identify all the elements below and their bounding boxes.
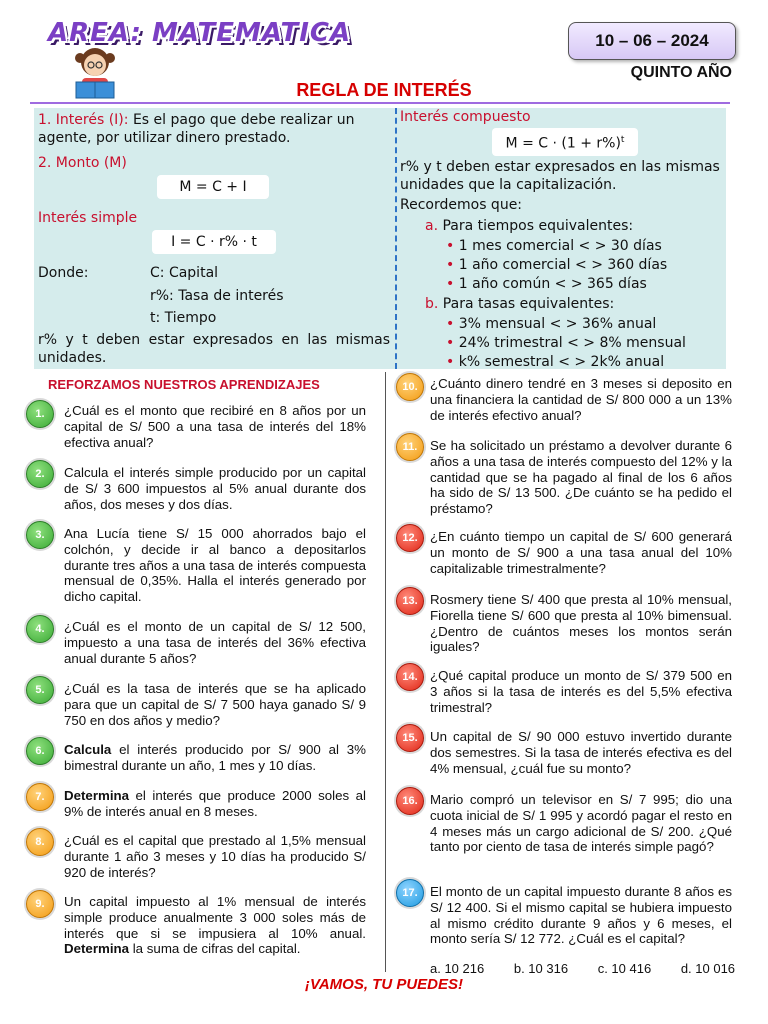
problem-number-badge: 15. (396, 724, 424, 752)
problem-9-text (64, 894, 366, 957)
problem-number-badge: 4. (26, 615, 54, 643)
problem-number-badge: 11. (396, 433, 424, 461)
problem-16-text: Mario compró un televisor en S/ 7 995; dio una cuota inicial de S/ 1 995 y acordó pagar el resto en 4 meses más un cargo adicional de S/ 200. ¿Qué tanto por ciento de tasa de interés simple pagó? (430, 792, 732, 855)
option-d: d. 10 016 (680, 961, 736, 976)
problem-7-text (64, 788, 366, 820)
var-time: t: Tiempo (150, 310, 217, 326)
problem-17-options (430, 961, 761, 976)
problem-number-badge: 3. (26, 521, 54, 549)
problem-9-body: Un capital impuesto al 1% mensual de interés simple produce anualmente 3 000 soles más de interés que si se impusiera al 10% anual. (64, 894, 366, 941)
column-divider (385, 372, 386, 972)
problem-3-text: Ana Lucía tiene S/ 15 000 ahorrados bajo el colchón, y decide ir al banco a depositarlos durante tres años a una tasa de interés compuesta mensual de 0,35%. Halla el interés generado por dicho capital. (64, 526, 366, 605)
time-equivalence-3: 1 año común < > 365 días (458, 276, 647, 292)
problem-12-text: ¿En cuánto tiempo un capital de S/ 600 generará un monto de S/ 900 a una tasa anual del 10% capitalizable trimestralmente? (430, 529, 732, 576)
var-capital: C: Capital (150, 265, 219, 281)
problem-11-text: Se ha solicitado un préstamo a devolver durante 6 años a una tasa de interés compuesto del 12% y la cantidad que se ha pagado al final de los 6 años ha sido de S/ 13 500. ¿De cuánto se ha pedido el préstamo? (430, 438, 732, 517)
area-title: AREA: MATEMATICA (48, 18, 352, 48)
rate-equivalence-1: 3% mensual < > 36% anual (458, 316, 657, 332)
option-a: a. 10 216 (430, 961, 485, 976)
list-item: • k% semestral < > 2k% anual (446, 354, 665, 370)
rate-equivalence-3: k% semestral < > 2k% anual (458, 354, 665, 370)
date-box: 10 – 06 – 2024 (568, 22, 736, 60)
problem-9-tail: la suma de cifras del capital. (129, 941, 301, 957)
problem-number-badge: 13. (396, 587, 424, 615)
time-equivalence-2: 1 año comercial < > 360 días (458, 257, 668, 273)
problem-17-text: El monto de un capital impuesto durante 8 años es S/ 12 400. Si el mismo capital se hubiera impuesto al mismo crédito durante 9 años y 6 meses, el monto sería S/ 12 772. ¿Cuál es el capital? (430, 884, 732, 947)
problem-10-text: ¿Cuánto dinero tendré en 3 meses si deposito en una financiera la cantidad de S/ 800 000 a un 13% de interés efectivo anual? (430, 376, 732, 423)
list-item: • 1 año común < > 365 días (446, 276, 647, 292)
simple-interest-title: Interés simple (38, 210, 138, 226)
list-item: • 24% trimestral < > 8% mensual (446, 335, 686, 351)
problem-6-verb: Calcula (64, 742, 112, 757)
left-note: r% y t deben estar expresados en las mismas unidades. (38, 332, 390, 366)
simple-interest-formula: I = C · r% · t (152, 230, 276, 254)
grade-label: QUINTO AÑO (630, 64, 732, 81)
section-a-text: Para tiempos equivalentes: (442, 218, 634, 234)
donde-label: Donde: (38, 265, 89, 281)
problem-2-text: Calcula el interés simple producido por un capital de S/ 3 600 impuestos al 5% anual durante dos años, dos meses y dos días. (64, 465, 366, 512)
interest-definition (38, 111, 390, 147)
compound-interest-title: Interés compuesto (400, 109, 531, 125)
interest-text: Es el pago que debe realizar un agente, por utilizar dinero prestado. (38, 112, 355, 146)
problem-number-badge: 8. (26, 828, 54, 856)
section-b-label: b. (425, 296, 439, 312)
section-a (425, 217, 633, 235)
problem-7-body: el interés que produce 2000 soles al 9% de interés anual en 8 meses. (64, 788, 366, 819)
list-item: • 1 mes comercial < > 30 días (446, 238, 662, 254)
title-divider (30, 102, 730, 104)
var-rate: r%: Tasa de interés (150, 288, 284, 304)
section-b-text: Para tasas equivalentes: (442, 296, 615, 312)
option-b: b. 10 316 (513, 961, 569, 976)
section-title: REFORZAMOS NUESTROS APRENDIZAJES (48, 377, 320, 392)
rate-equivalence-2: 24% trimestral < > 8% mensual (458, 335, 686, 351)
problem-number-badge: 10. (396, 373, 424, 401)
footer-motivation: ¡VAMOS, TU PUEDES! (304, 976, 464, 993)
problem-1-text: ¿Cuál es el monto que recibiré en 8 años por un capital de S/ 500 a una tasa de interés del 18% efectiva anual? (64, 403, 366, 450)
problem-5-text: ¿Cuál es la tasa de interés que se ha aplicado para que un capital de S/ 7 500 haya ganado S/ 9 750 en dos años y medio? (64, 681, 366, 728)
option-c: c. 10 416 (597, 961, 652, 976)
problem-13-text: Rosmery tiene S/ 400 que presta al 10% mensual, Fiorella tiene S/ 600 que presta al 10% bimensual. ¿Dentro de cuántos meses los montos serán iguales? (430, 592, 732, 655)
problem-number-badge: 14. (396, 663, 424, 691)
problem-number-badge: 2. (26, 460, 54, 488)
problem-number-badge: 12. (396, 524, 424, 552)
interest-label: 1. Interés (I): (38, 112, 129, 128)
monto-label: 2. Monto (M) (38, 155, 127, 171)
list-item: • 3% mensual < > 36% anual (446, 316, 657, 332)
theory-divider (395, 108, 397, 369)
problem-9-verb: Determina (64, 941, 130, 957)
problem-6-body: el interés producido por S/ 900 al 3% bimestral durante un año, 1 mes y 10 días. (64, 742, 366, 773)
page-title: REGLA DE INTERÉS (296, 80, 472, 100)
problem-number-badge: 17. (396, 879, 424, 907)
problem-6-text (64, 742, 366, 774)
problem-14-text: ¿Qué capital produce un monto de S/ 379 500 en 3 años si la tasa de interés es del 5,5% efectiva trimestral? (430, 668, 732, 715)
list-item: • 1 año comercial < > 360 días (446, 257, 668, 273)
compound-formula-exponent: t (620, 135, 625, 145)
section-a-label: a. (425, 218, 439, 234)
recordemos-label: Recordemos que: (400, 197, 523, 213)
problem-number-badge: 7. (26, 783, 54, 811)
section-b (425, 295, 614, 313)
monto-formula: M = C + I (157, 175, 269, 199)
problem-7-verb: Determina (64, 788, 130, 803)
compound-interest-formula (492, 128, 638, 156)
right-note: r% y t deben estar expresados en las mismas unidades que la capitalización. (400, 159, 720, 193)
problem-4-text: ¿Cuál es el monto de un capital de S/ 12 500, impuesto a una tasa de interés del 36% efectiva anual durante 5 años? (64, 619, 366, 666)
compound-formula-base: M = C · (1 + r%) (505, 135, 621, 152)
problem-number-badge: 5. (26, 676, 54, 704)
problem-number-badge: 9. (26, 890, 54, 918)
time-equivalence-1: 1 mes comercial < > 30 días (458, 238, 662, 254)
problem-8-text: ¿Cuál es el capital que prestado al 1,5% mensual durante 1 año 3 meses y 10 días ha producido S/ 920 de interés? (64, 833, 366, 880)
problem-15-text: Un capital de S/ 90 000 estuvo invertido durante dos semestres. Si la tasa de interés efectiva es del 4% mensual, ¿cuál fue su monto? (430, 729, 732, 776)
problem-number-badge: 1. (26, 400, 54, 428)
problem-number-badge: 16. (396, 787, 424, 815)
problem-number-badge: 6. (26, 737, 54, 765)
